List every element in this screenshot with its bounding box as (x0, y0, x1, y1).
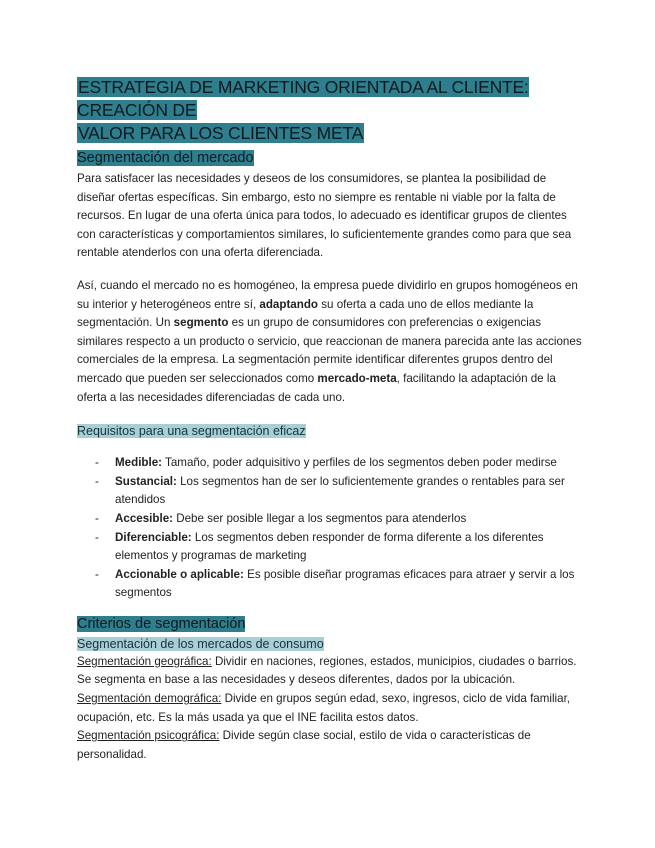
list-item-term: Medible: (115, 456, 163, 470)
criterio-geografica (77, 653, 583, 690)
list-dash: - (95, 474, 99, 488)
requisitos-heading (77, 423, 583, 440)
list-dash: - (95, 456, 99, 470)
criterio-text: Divide según clase social, estilo de vida o características de personalidad. (77, 729, 531, 761)
document-title (77, 76, 583, 145)
list-item (77, 510, 583, 529)
requisitos-list (77, 454, 583, 603)
paragraph-1: Para satisfacer las necesidades y deseos de los consumidores, se plantea la posibilidad de diseñar ofertas específicas. Sin embargo, esto no siempre es rentable ni viable por la falta de recursos. En lugar de una oferta única para todos, lo adecuado es identificar grupos de clientes con características y comportamientos similares, lo suficientemente grandes como para que sea rentable atenderlos con una oferta diferenciada. (77, 172, 572, 260)
list-item (77, 566, 583, 603)
requisitos-heading-text: Requisitos para una segmentación eficaz (77, 424, 306, 439)
list-item (77, 473, 583, 510)
title-line-2: VALOR PARA LOS CLIENTES META (78, 123, 364, 143)
para2-bold-adaptando: adaptando (259, 297, 319, 311)
para2-text-2: su oferta a cada uno de ellos mediante la segmentación. Un (77, 297, 534, 330)
section-heading-segmentacion (77, 149, 583, 168)
criterio-label: Segmentación demográfica: (77, 692, 222, 706)
criterios-heading-text: Criterios de segmentación (77, 615, 246, 632)
list-dash: - (95, 530, 99, 544)
title-line-1: ESTRATEGIA DE MARKETING ORIENTADA AL CLIENTE: CREACIÓN DE (77, 77, 529, 120)
list-item-term: Diferenciable: (115, 530, 192, 544)
list-item-text: Tamaño, poder adquisitivo y perfiles de los segmentos deben poder medirse (162, 456, 557, 470)
criterio-text: Dividir en naciones, regiones, estados, municipios, ciudades o barrios. Se segmenta en base a las necesidades y deseos diferentes, dados por la ubicación. (77, 654, 577, 687)
para2-text-3: es un grupo de consumidores con preferencias o exigencias similares respecto a un producto o servicio, que reaccionan de manera parecida ante las acciones comerciales de la empresa. La segmentación permite identificar diferentes grupos dentro del mercado que pueden ser seleccionados como (77, 316, 582, 385)
criterio-label: Segmentación geográfica: (77, 654, 212, 668)
criterio-label: Segmentación psicográfica: (77, 729, 220, 743)
list-item-text: Los segmentos han de ser lo suficientemente grandes o rentables para ser atendidos (115, 474, 565, 507)
list-item-term: Sustancial: (115, 474, 177, 488)
criterios-heading (77, 615, 583, 634)
list-item (77, 454, 583, 473)
para2-bold-mercado-meta: mercado-meta (317, 371, 397, 385)
para2-bold-segmento: segmento (173, 316, 229, 330)
section-heading-text: Segmentación del mercado (77, 150, 254, 166)
list-item-text: Es posible diseñar programas eficaces para atraer y servir a los segmentos (115, 567, 575, 600)
para2-text-1: Así, cuando el mercado no es homogéneo, la empresa puede dividirlo en grupos homogéneos en su interior y heterogéneos entre sí, (77, 278, 578, 311)
criterio-demografica (77, 690, 583, 727)
consumo-heading (77, 636, 583, 653)
consumo-heading-text: Segmentación de los mercados de consumo (77, 636, 324, 651)
list-dash: - (95, 567, 99, 581)
list-item-term: Accionable o aplicable: (115, 567, 244, 581)
para2-text-4: , facilitando la adaptación de la oferta a las necesidades diferenciadas de cada uno. (77, 371, 556, 404)
list-dash: - (95, 511, 99, 525)
criterio-text: Divide en grupos según edad, sexo, ingresos, ciclo de vida familiar, ocupación, etc. Es la más usada ya que el INE facilita estos datos. (77, 692, 571, 724)
list-item (77, 529, 583, 566)
criterio-psicografica (77, 727, 583, 764)
list-item-text: Debe ser posible llegar a los segmentos para atenderlos (173, 511, 467, 525)
paragraph-2 (77, 277, 583, 407)
list-item-text: Los segmentos deben responder de forma diferente a los diferentes elementos y programas de marketing (115, 530, 544, 563)
list-item-term: Accesible: (115, 511, 173, 525)
